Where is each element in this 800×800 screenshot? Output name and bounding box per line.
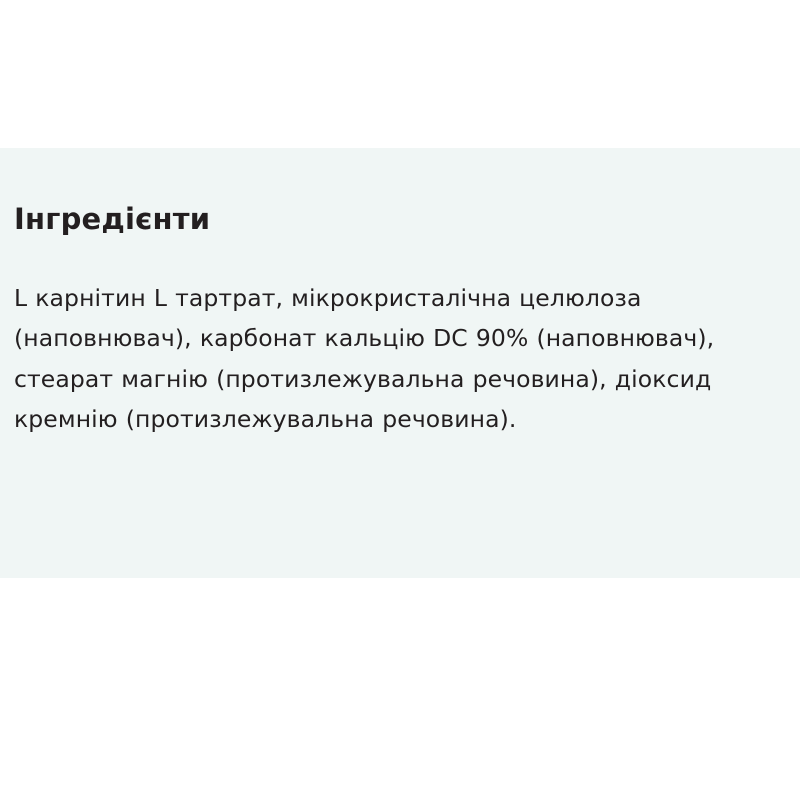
ingredients-heading: Інгредієнти: [14, 202, 211, 236]
ingredients-text: L карнітин L тартрат, мікрокристалічна целюлоза (наповнювач), карбонат кальцію DC 90% (наповнювач), стеарат магнію (протизлежувальна речовина), діоксид кремнію (протизлежувальна речовина).: [14, 283, 715, 434]
ingredients-panel: [0, 148, 800, 578]
